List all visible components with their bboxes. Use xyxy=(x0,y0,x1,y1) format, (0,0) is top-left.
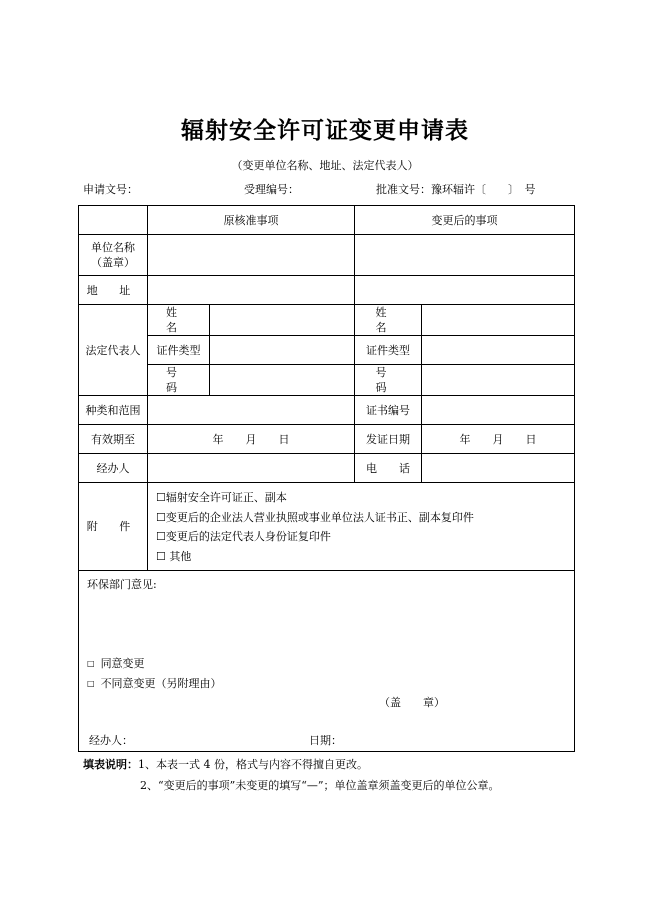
id-type-row xyxy=(79,336,575,365)
address-changed-field[interactable] xyxy=(355,276,575,305)
address-original-field[interactable] xyxy=(148,276,355,305)
acceptance-number-label: 受理编号： xyxy=(244,183,299,196)
phone-label: 电 话 xyxy=(355,454,422,483)
notes-line-1 xyxy=(83,756,368,772)
issue-date-label: 发证日期 xyxy=(355,425,422,454)
name-label-original: 姓 名 xyxy=(148,305,210,336)
application-form-table xyxy=(78,205,575,752)
unit-name-seal-text: （盖章） xyxy=(91,256,135,269)
issue-date-field[interactable]: 年 月 日 xyxy=(422,425,575,454)
attachment-checkbox-other[interactable]: ☐ 其他 xyxy=(156,549,192,563)
notes-heading: 填表说明： xyxy=(83,758,138,771)
opinion-label: 环保部门意见: xyxy=(87,578,157,591)
attachment-checkbox-id-copy[interactable]: ☐变更后的法定代表人身份证复印件 xyxy=(156,530,331,543)
disagree-checkbox-icon[interactable]: □ xyxy=(87,679,95,688)
attachments-list xyxy=(148,483,575,571)
unit-name-original-field[interactable] xyxy=(148,235,355,276)
name-original-field[interactable] xyxy=(210,305,355,336)
approval-number-label: 批准文号：豫环辐许〔 〕 号 xyxy=(376,183,536,196)
attachments-label: 附 件 xyxy=(79,483,148,571)
address-row xyxy=(79,276,575,305)
cert-number-field[interactable] xyxy=(422,396,575,425)
unit-name-label-text: 单位名称 xyxy=(91,241,135,254)
id-type-changed-field[interactable] xyxy=(422,336,575,365)
attachments-row xyxy=(79,483,575,571)
opinion-section xyxy=(79,571,574,751)
type-scope-field[interactable] xyxy=(148,396,355,425)
id-number-changed-field[interactable] xyxy=(422,365,575,396)
handler-label: 经办人 xyxy=(79,454,148,483)
application-number-label: 申请文号： xyxy=(83,183,138,196)
id-number-label-changed: 号 码 xyxy=(355,365,422,396)
opinion-row xyxy=(79,571,575,752)
attachment-checkbox-business-license[interactable]: ☐变更后的企业法人营业执照或事业单位法人证书正、副本复印件 xyxy=(156,510,474,524)
opinion-date-label: 日期： xyxy=(309,734,342,747)
table-header-row xyxy=(79,206,575,235)
handler-field[interactable] xyxy=(148,454,355,483)
id-type-label-original: 证件类型 xyxy=(148,336,210,365)
name-changed-field[interactable] xyxy=(422,305,575,336)
phone-field[interactable] xyxy=(422,454,575,483)
attachment-checkbox-license[interactable]: ☐辐射安全许可证正、副本 xyxy=(156,491,287,504)
header-changed: 变更后的事项 xyxy=(355,206,575,235)
unit-name-row xyxy=(79,235,575,276)
id-number-row xyxy=(79,365,575,396)
disagree-option[interactable] xyxy=(87,676,222,691)
notes-item-1: 1、本表一式 4 份，格式与内容不得擅自更改。 xyxy=(138,758,368,771)
cert-number-label: 证书编号 xyxy=(355,396,422,425)
type-scope-label: 种类和范围 xyxy=(79,396,148,425)
legal-rep-label: 法定代表人 xyxy=(79,305,148,396)
id-type-label-changed: 证件类型 xyxy=(355,336,422,365)
address-label: 地 址 xyxy=(79,276,148,305)
id-type-original-field[interactable] xyxy=(210,336,355,365)
agree-checkbox-icon[interactable]: □ xyxy=(87,659,95,668)
opinion-cell xyxy=(79,571,575,752)
name-label-changed: 姓 名 xyxy=(355,305,422,336)
type-scope-row xyxy=(79,396,575,425)
id-number-original-field[interactable] xyxy=(210,365,355,396)
seal-label: （盖 章） xyxy=(379,696,445,709)
notes-item-2: 2、“变更后的事项”未变更的填写“—”；单位盖章须盖变更后的单位公章。 xyxy=(140,779,500,792)
handler-row xyxy=(79,454,575,483)
agree-text: 同意变更 xyxy=(100,657,145,670)
form-title: 辐射安全许可证变更申请表 xyxy=(181,117,469,144)
unit-name-changed-field[interactable] xyxy=(355,235,575,276)
valid-until-row xyxy=(79,425,575,454)
header-original: 原核准事项 xyxy=(148,206,355,235)
header-blank-cell xyxy=(79,206,148,235)
opinion-handler-label: 经办人： xyxy=(89,734,133,747)
agree-option[interactable] xyxy=(87,656,145,671)
valid-until-label: 有效期至 xyxy=(79,425,148,454)
disagree-text: 不同意变更（另附理由） xyxy=(100,677,222,690)
legal-rep-name-row xyxy=(79,305,575,336)
valid-until-date-field[interactable]: 年 月 日 xyxy=(148,425,355,454)
id-number-label-original: 号 码 xyxy=(148,365,210,396)
unit-name-label xyxy=(79,235,148,276)
form-subtitle: （变更单位名称、地址、法定代表人） xyxy=(231,159,419,172)
